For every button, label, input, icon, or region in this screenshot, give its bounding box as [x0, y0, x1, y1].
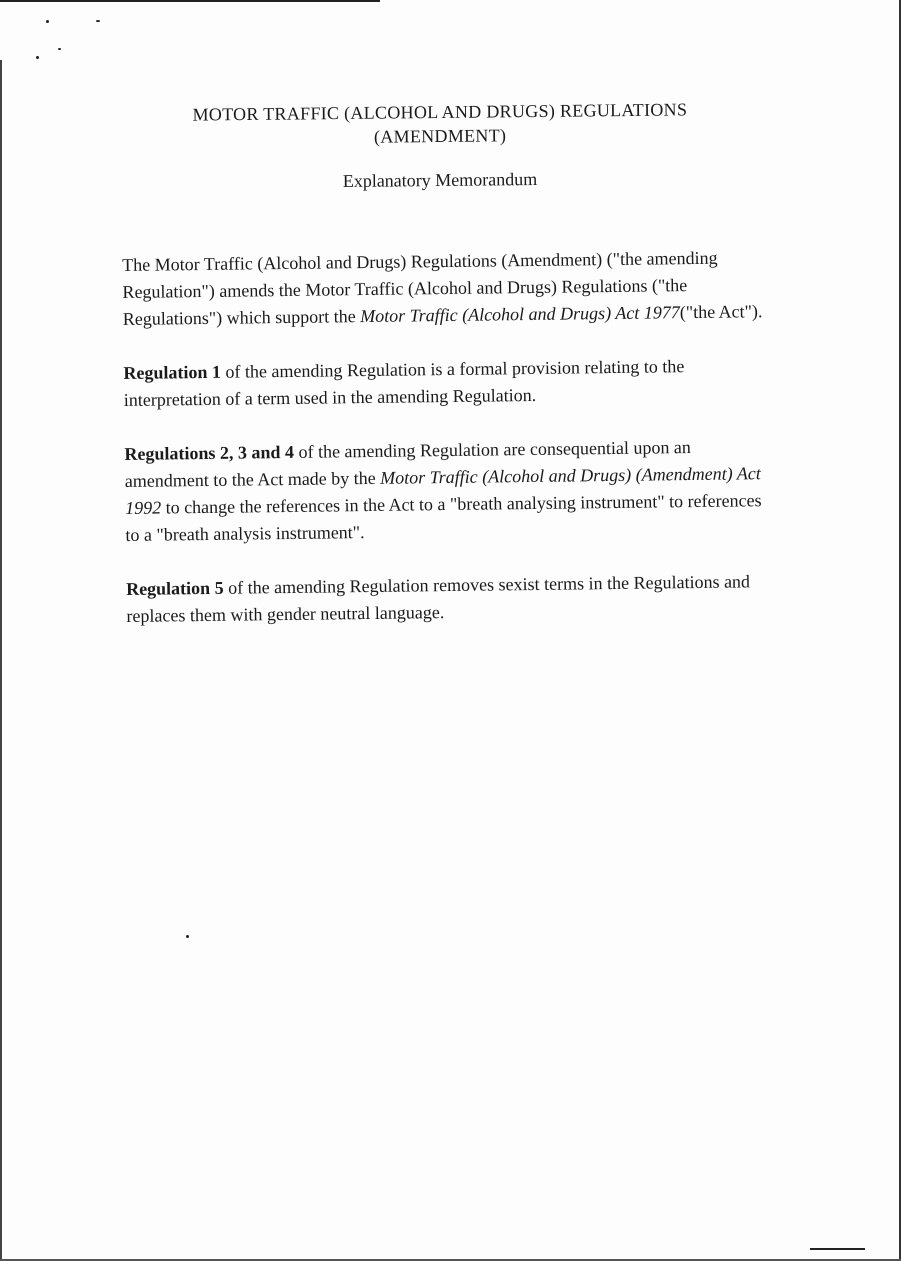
para-text: The Motor Traffic (Alcohol and Drugs) Regulations (Amendment) ("the amending Regulation") amends the Motor Traffic (Alcohol and Drugs) Regulations ("the Regulations") which support the — [122, 247, 718, 329]
regulation-label: Regulation 5 — [125, 577, 224, 599]
scan-speck — [58, 48, 61, 50]
paragraph-regulation-1 — [123, 352, 774, 414]
scan-speck — [36, 56, 39, 59]
regulation-label: Regulation 1 — [123, 361, 222, 383]
scan-speck — [46, 20, 49, 23]
document-body — [122, 244, 777, 657]
para-text: of the amending Regulation removes sexist terms in the Regulations and replaces them with gender neutral language. — [126, 571, 751, 626]
document-header — [120, 100, 760, 191]
para-text: ("the Act"). — [679, 301, 763, 323]
document-subtitle: Explanatory Memorandum — [342, 168, 538, 192]
scan-speck — [810, 1248, 865, 1250]
scan-edge-left — [0, 60, 2, 1261]
act-title-italic: Motor Traffic (Alcohol and Drugs) (Amendment) Act 1992 — [125, 463, 761, 518]
regulation-label: Regulations 2, 3 and 4 — [124, 441, 295, 464]
title-line-1: MOTOR TRAFFIC (ALCOHOL AND DRUGS) REGULATIONS — [192, 99, 688, 125]
para-text: of the amending Regulation are consequential upon an amendment to the Act made by the — [124, 437, 691, 491]
scan-speck — [96, 20, 100, 22]
scan-speck — [186, 935, 189, 938]
paragraph-regulation-5 — [126, 568, 777, 630]
para-text: to change the references in the Act to a "breath analysing instrument" to references to a "breath analysis instrument". — [125, 490, 762, 545]
paragraph-regulations-2-3-4 — [124, 433, 775, 549]
title-line-2: (AMENDMENT) — [373, 125, 507, 147]
scan-edge-top — [0, 0, 380, 2]
paragraph-introduction — [122, 244, 773, 333]
para-text: of the amending Regulation is a formal provision relating to the interpretation of a term used in the amending Regulation. — [123, 356, 685, 410]
act-title-italic: Motor Traffic (Alcohol and Drugs) Act 1977 — [360, 302, 680, 327]
document-title — [120, 97, 760, 152]
